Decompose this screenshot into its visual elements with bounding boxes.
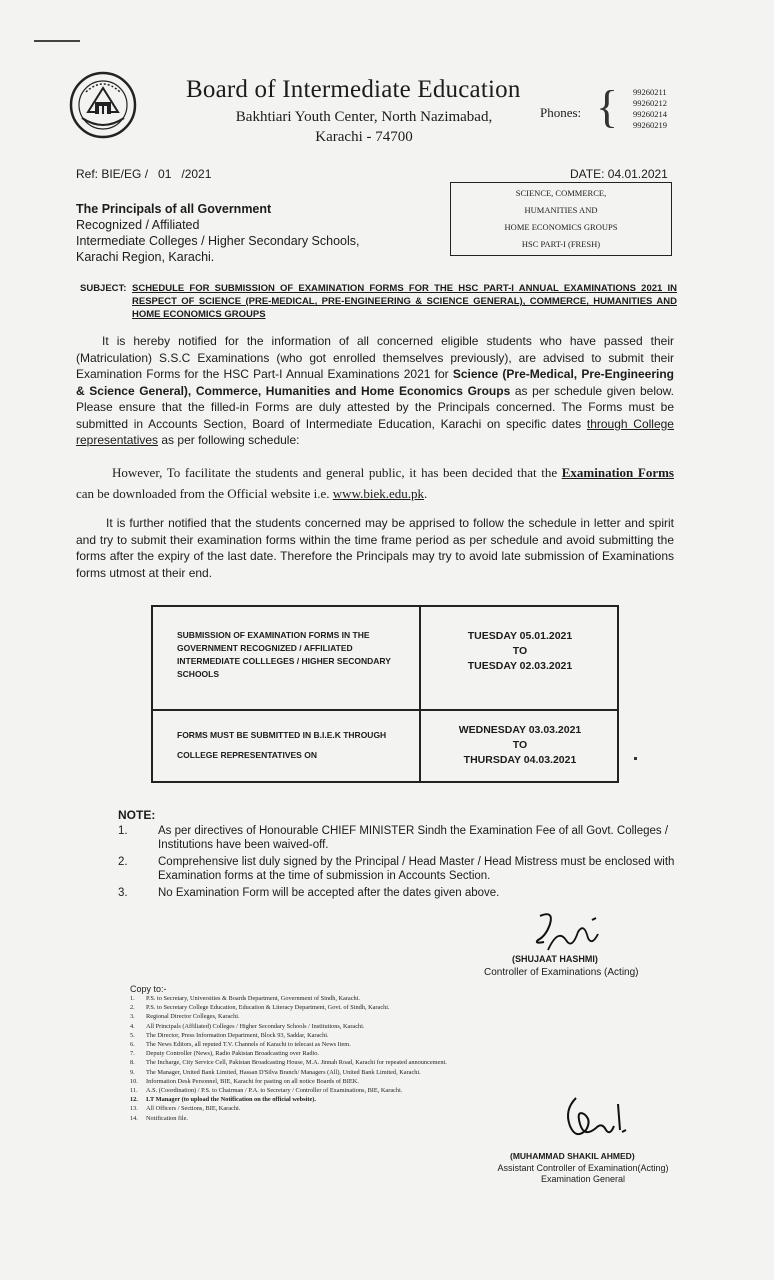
org-name: Board of Intermediate Education — [186, 76, 521, 103]
date-to-word: TO — [512, 645, 528, 657]
groups-line: HOME ECONOMICS GROUPS — [504, 222, 618, 232]
board-seal-icon — [68, 70, 138, 140]
paragraph-1 — [76, 333, 674, 449]
list-item — [130, 1086, 590, 1095]
scan-dot — [634, 757, 637, 760]
list-text: The News Editors, all reputed T.V. Channels of Karachi to telecast as News Item. — [146, 1041, 351, 1049]
para1-groups: Science (Pre-Medical, Pre-Engineering & Science General), Commerce, Humanities and Home Economics Groups — [76, 367, 675, 398]
schedule-row-1-dates — [421, 629, 619, 674]
list-text: P.S. to Secretary College Education, Education & Literacy Department, Govt. of Sindh, Karachi. — [146, 1004, 390, 1012]
list-text: P.S. to Secretary, Universities & Boards Department, Government of Sindh, Karachi. — [146, 995, 360, 1002]
signatory-2-name: (MUHAMMAD SHAKIL AHMED) — [510, 1151, 635, 1161]
para1-text: as per schedule given below. Please ensure that the filled-in Forms are duly attested by the Principals concerned. The Forms must be submitted in Accounts Section, Board of Intermediate Education, Karachi on specific dates — [76, 383, 675, 431]
addressee-line: The Principals of all Government — [76, 202, 272, 216]
list-item — [130, 1040, 590, 1049]
groups-line: SCIENCE, COMMERCE, — [515, 188, 607, 198]
list-text: The Director, Press Information Department, Block 93, Saddar, Karachi. — [146, 1031, 329, 1039]
note-text: No Examination Form will be accepted after the dates given above. — [158, 887, 500, 899]
groups-box — [450, 182, 672, 256]
signatory-2-designation — [490, 1163, 676, 1185]
para1-text: as per following schedule: — [158, 433, 300, 447]
para2-text: . — [424, 486, 428, 501]
date-to-word: TO — [512, 739, 528, 751]
addressee-line: Recognized / Affiliated — [76, 218, 200, 232]
phone-number: 99260212 — [633, 98, 667, 108]
date-to: TUESDAY 02.03.2021 — [467, 660, 573, 672]
schedule-row-2-desc — [177, 729, 417, 762]
addressee-line: Karachi Region, Karachi. — [76, 250, 215, 264]
address-line: Bakhtiari Youth Center, North Nazimabad, — [235, 109, 493, 125]
phone-number: 99260214 — [633, 109, 667, 119]
list-text: Deputy Controller (News), Radio Pakistan Broadcasting over Radio. — [146, 1050, 319, 1058]
list-item — [130, 1114, 590, 1123]
list-text: The Incharge, City Service Cell, Pakistan Broadcasting House, M.A. Jinnah Road, Karachi for repeated announcement. — [146, 1059, 447, 1067]
list-item — [130, 994, 590, 1003]
schedule-row-2-dates — [421, 723, 619, 768]
para1-text: It is hereby notified for the information of all concerned eligible students who have passed their (Matriculation) S.S.C Examinations (who got enrolled themselves previously), are advised to submit their Examination Forms for the HSC Part-I Annual Examinations 2021 for — [76, 334, 674, 381]
signatory-1-name: (SHUJAAT HASHMI) — [512, 954, 598, 964]
phones-label: Phones: — [540, 105, 582, 120]
list-number: 9. — [130, 1068, 135, 1076]
list-item — [130, 1031, 590, 1040]
note-text: Comprehensive list duly signed by the Principal / Head Master / Head Mistress must be enclosed with Examination forms at the time of submission in Accounts Section. — [158, 856, 675, 882]
groups-line: HSC PART-I (FRESH) — [521, 239, 601, 249]
desc-line: FORMS MUST BE SUBMITTED IN B.I.E.K THROUGH — [177, 730, 387, 740]
desc-line: COLLEGE REPRESENTATIVES ON — [177, 750, 317, 760]
list-text: All Principals (Affiliated) Colleges / Higher Secondary Schools / Institutions, Karachi. — [146, 1022, 365, 1030]
phone-list — [633, 87, 667, 131]
table-divider — [153, 709, 617, 711]
list-number: 4. — [130, 1022, 135, 1030]
list-item — [130, 1003, 590, 1012]
schedule-table — [151, 605, 619, 783]
para3-text: It is further notified that the students concerned may be apprised to follow the schedule in letter and spirit and try to submit their examination forms within the time frame period as per schedule and avoid submitting the forms after the expiry of the last date. Therefore the Principals may try to avoid late submission of Examinations forms utmost at their end. — [76, 516, 674, 580]
note-text: As per directives of Honourable CHIEF MINISTER Sindh the Examination Fee of all Govt. Colleges / Institutions have been waived-off. — [158, 825, 669, 851]
signatory-1-designation: Controller of Examinations (Acting) — [484, 967, 639, 978]
note-heading: NOTE: — [118, 808, 156, 822]
para1-emphasis: through College representatives — [76, 416, 674, 447]
list-number: 8. — [130, 1059, 135, 1067]
date-from: WEDNESDAY 03.03.2021 — [458, 724, 582, 736]
list-text: Notification file. — [146, 1114, 188, 1122]
list-number: 2. — [130, 1004, 135, 1012]
paragraph-2 — [76, 462, 674, 504]
org-address — [222, 107, 506, 147]
phone-number: 99260211 — [633, 87, 667, 97]
date-to: THURSDAY 04.03.2021 — [463, 754, 577, 766]
list-text: A.S. (Coordination) / P.S. to Chairman / P.A. to Secretary / Controller of Examinations, BIE, Karachi. — [146, 1087, 403, 1095]
list-item — [130, 1012, 590, 1021]
list-text: The Manager, United Bank Limited, Hassan D'Silva Branch/ Managers (All), United Bank Limited, Karachi. — [146, 1068, 421, 1076]
addressee-block — [76, 201, 359, 265]
list-number: 7. — [130, 1050, 135, 1058]
designation-line: Assistant Controller of Examination(Acting) — [497, 1163, 669, 1173]
list-number: 13. — [130, 1105, 138, 1113]
reference-number: Ref: BIE/EG / 01 /2021 — [76, 167, 212, 181]
subject-text: SCHEDULE FOR SUBMISSION OF EXAMINATION FORMS FOR THE HSC PART-I ANNUAL EXAMINATIONS 2021 IN RESPECT OF SCIENCE (PRE-MEDICAL, PRE-ENGINEERING & SCIENCE GENERAL), COMMERCE, HUMANITIES AND HOME ECONOMICS GROUPS — [132, 283, 677, 320]
list-number: 6. — [130, 1041, 135, 1049]
list-item — [130, 1068, 590, 1077]
addressee-line: Intermediate Colleges / Higher Secondary Schools, — [76, 234, 360, 248]
list-text: Regional Director Colleges, Karachi. — [146, 1013, 240, 1021]
list-item — [130, 1022, 590, 1031]
list-number: 3. — [130, 1013, 135, 1021]
note-number: 1. — [118, 825, 128, 837]
website-link[interactable]: www.biek.edu.pk — [332, 486, 425, 501]
designation-line: Examination General — [540, 1174, 626, 1184]
list-item — [130, 1095, 590, 1104]
list-text: I.T Manager (to upload the Notification on the official website). — [146, 1096, 316, 1104]
date-from: TUESDAY 05.01.2021 — [467, 630, 573, 642]
letter-date: DATE: 04.01.2021 — [570, 167, 668, 181]
note-number: 2. — [118, 856, 128, 868]
list-text: Information Desk Personnel, BIE, Karachi for pasting on all notice Boards of BIEK. — [146, 1077, 359, 1085]
list-number: 11. — [130, 1087, 138, 1095]
schedule-row-1-desc: SUBMISSION OF EXAMINATION FORMS IN THE GOVERNMENT RECOGNIZED / AFFILIATED INTERMEDIATE COLLLEGES / HIGHER SECONDARY SCHOOLS — [177, 630, 391, 679]
signature-2-icon — [556, 1090, 636, 1150]
scan-mark — [34, 40, 80, 42]
brace-glyph: { — [596, 81, 619, 132]
copy-to-list — [130, 994, 590, 1123]
list-number: 12. — [130, 1096, 138, 1104]
copy-to-heading: Copy to:- — [130, 984, 167, 994]
list-item — [130, 1058, 590, 1067]
list-item — [130, 1104, 590, 1113]
para2-forms: Examination Forms — [561, 465, 674, 480]
note-number: 3. — [118, 887, 128, 899]
list-number: 14. — [130, 1114, 138, 1122]
subject-label: SUBJECT: — [80, 283, 127, 294]
list-number: 1. — [130, 995, 135, 1002]
phone-number: 99260219 — [633, 120, 667, 130]
paragraph-3 — [76, 515, 674, 581]
list-text: All Officers / Sections, BIE, Karachi. — [146, 1105, 241, 1113]
para2-text: can be downloaded from the Official website i.e. — [76, 486, 333, 501]
groups-line: HUMANITIES AND — [524, 205, 598, 215]
list-item — [130, 1077, 590, 1086]
list-number: 5. — [130, 1031, 135, 1039]
signature-1-icon — [532, 910, 606, 956]
para2-text: However, To facilitate the students and general public, it has been decided that the — [112, 465, 562, 480]
list-item — [130, 1049, 590, 1058]
address-line: Karachi - 74700 — [315, 129, 413, 145]
list-number: 10. — [130, 1077, 138, 1085]
